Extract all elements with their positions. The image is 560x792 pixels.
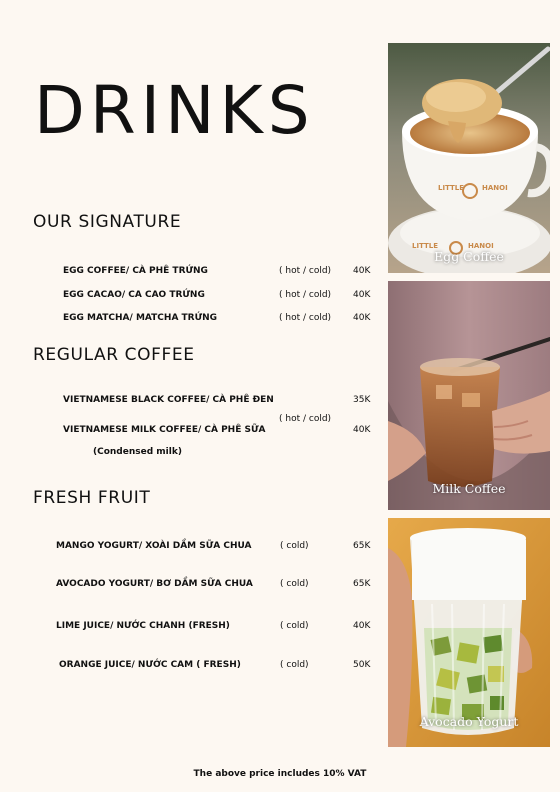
item-temp: ( hot / cold) (279, 266, 332, 276)
item-name: ORANGE JUICE/ NƯỚC CAM ( FRESH) (59, 660, 241, 670)
photo-caption: Milk Coffee (432, 481, 506, 496)
item-name: EGG COFFEE/ CÀ PHÊ TRỨNG (63, 266, 208, 276)
milk-coffee-photo (388, 281, 550, 510)
item-name: MANGO YOGURT/ XOÀI DẦM SỮA CHUA (56, 541, 252, 551)
item-temp: ( cold) (280, 621, 309, 631)
item-name: VIETNAMESE BLACK COFFEE/ CÀ PHÊ ĐEN (63, 395, 274, 405)
item-price: 65K (353, 541, 371, 551)
item-name: EGG MATCHA/ MATCHA TRỨNG (63, 313, 218, 323)
item-name: LIME JUICE/ NƯỚC CHANH (FRESH) (56, 621, 230, 631)
item-temp: ( hot / cold) (279, 414, 332, 424)
item-temp: ( hot / cold) (279, 290, 332, 300)
section-title-fruit: FRESH FRUIT (33, 488, 151, 508)
item-temp: ( hot / cold) (279, 313, 332, 323)
saucer-logo-text: HANOI (468, 242, 494, 250)
avocado-yogurt-photo (388, 518, 550, 747)
section-title-regular: REGULAR COFFEE (33, 345, 195, 365)
item-temp: ( cold) (280, 541, 309, 551)
item-price: 35K (353, 395, 371, 405)
saucer-logo-text: LITTLE (412, 242, 439, 250)
item-price: 40K (353, 313, 371, 323)
item-price: 65K (353, 579, 371, 589)
section-title-signature: OUR SIGNATURE (33, 212, 182, 232)
item-price: 40K (353, 266, 371, 276)
item-price: 40K (353, 621, 371, 631)
photo-caption: Avocado Yogurt (419, 714, 519, 729)
item-price: 40K (353, 425, 371, 435)
page-title: DRINKS (34, 72, 315, 149)
cup-logo-text: HANOI (482, 184, 508, 192)
item-note: (Condensed milk) (93, 447, 182, 457)
item-name: VIETNAMESE MILK COFFEE/ CÀ PHÊ SỮA (63, 425, 266, 435)
cup-logo-text: LITTLE (438, 184, 465, 192)
item-temp: ( cold) (280, 660, 309, 670)
item-price: 50K (353, 660, 371, 670)
item-price: 40K (353, 290, 371, 300)
item-name: EGG CACAO/ CA CAO TRỨNG (63, 290, 205, 300)
vat-note: The above price includes 10% VAT (193, 769, 367, 779)
item-name: AVOCADO YOGURT/ BƠ DẦM SỮA CHUA (56, 579, 253, 589)
photo-caption: Egg Coffee (434, 249, 504, 264)
egg-coffee-photo (388, 43, 550, 273)
item-temp: ( cold) (280, 579, 309, 589)
